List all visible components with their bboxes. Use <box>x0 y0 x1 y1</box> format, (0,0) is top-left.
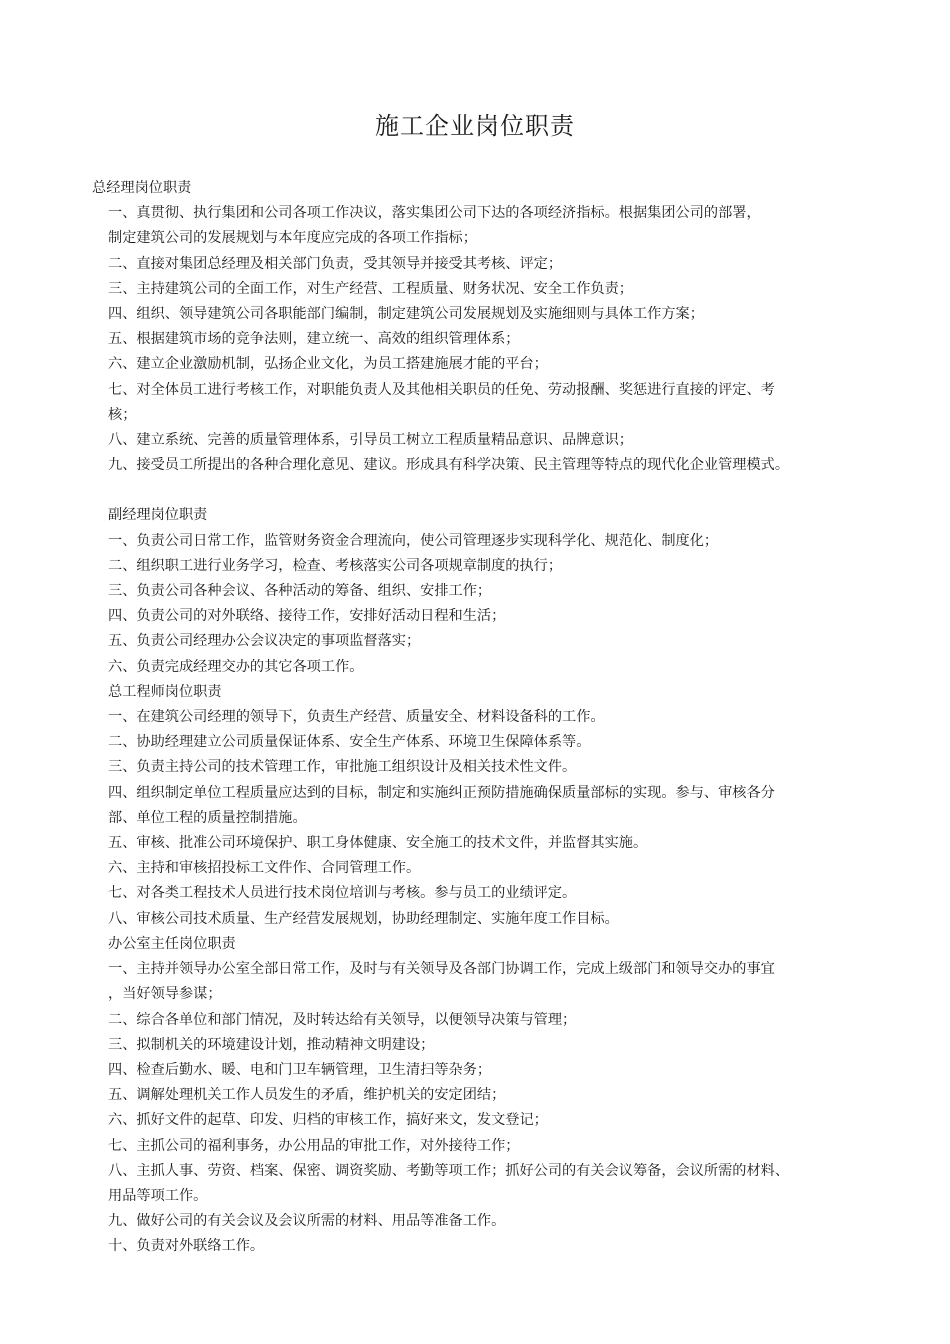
list-item: 制定建筑公司的发展规划与本年度应完成的各项工作指标； <box>108 230 477 247</box>
section-heading: 办公室主任岗位职责 <box>108 935 236 952</box>
list-item: 五、负责公司经理办公会议决定的事项监督落实； <box>108 633 421 650</box>
document-body <box>92 176 882 1260</box>
list-item: 八、建立系统、完善的质量管理体系，引导员工树立工程质量精品意识、品牌意识； <box>108 432 633 449</box>
list-item: 核； <box>108 406 137 423</box>
list-item: 四、组织、领导建筑公司各职能部门编制，制定建筑公司发展规划及实施细则与具体工作方案； <box>108 306 704 323</box>
section-heading: 副经理岗位职责 <box>108 507 208 524</box>
list-item: 二、组织职工进行业务学习，检查、考核落实公司各项规章制度的执行； <box>108 557 563 574</box>
list-item: 十、负责对外联络工作。 <box>108 1238 265 1255</box>
list-item: 一、在建筑公司经理的领导下，负责生产经营、质量安全、材料设备科的工作。 <box>108 709 605 726</box>
section-heading: 总经理岗位职责 <box>92 180 192 196</box>
list-item: 八、审核公司技术质量、生产经营发展规划，协助经理制定、实施年度工作目标。 <box>108 910 619 927</box>
list-item: 七、对全体员工进行考核工作，对职能负责人及其他相关职员的任免、劳动报酬、奖惩进行直接的评定、考 <box>108 381 775 398</box>
list-item: 一、负责公司日常工作，监管财务资金合理流向，使公司管理逐步实现科学化、规范化、制度化； <box>108 532 719 549</box>
list-item: 三、主持建筑公司的全面工作，对生产经营、工程质量、财务状况、安全工作负责； <box>108 280 633 297</box>
list-item: 六、建立企业激励机制，弘扬企业文化，为员工搭建施展才能的平台； <box>108 356 548 373</box>
list-item: 二、协助经理建立公司质量保证体系、安全生产体系、环境卫生保障体系等。 <box>108 734 591 751</box>
list-item: 五、审核、批准公司环境保护、职工身体健康、安全施工的技术文件，并监督其实施。 <box>108 835 648 852</box>
list-item: 七、主抓公司的福利事务，办公用品的审批工作，对外接待工作； <box>108 1137 520 1154</box>
list-item: 三、负责主持公司的技术管理工作，审批施工组织设计及相关技术性文件。 <box>108 759 577 776</box>
list-item: 五、调解处理机关工作人员发生的矛盾，维护机关的安定团结； <box>108 1087 506 1104</box>
list-item: 六、负责完成经理交办的其它各项工作。 <box>108 658 364 675</box>
list-item: 一、真贯彻、执行集团和公司各项工作决议，落实集团公司下达的各项经济指标。根据集团公司的部署， <box>108 205 761 222</box>
list-item: 九、做好公司的有关会议及会议所需的材料、用品等准备工作。 <box>108 1213 506 1230</box>
list-item: 六、抓好文件的起草、印发、归档的审核工作，搞好来文，发文登记； <box>108 1112 548 1129</box>
list-item: 六、主持和审核招投标工文件作、合同管理工作。 <box>108 860 421 877</box>
document-title: 施工企业岗位职责 <box>375 112 575 140</box>
list-item: ，当好领导参谋； <box>108 986 222 1003</box>
list-item: 四、组织制定单位工程质量应达到的目标，制定和实施纠正预防措施确保质量部标的实现。参与、审核各分 <box>108 784 775 801</box>
list-item: 三、拟制机关的环境建设计划，推动精神文明建设； <box>108 1036 435 1053</box>
list-item: 用品等项工作。 <box>108 1187 208 1204</box>
list-item: 八、主抓人事、劳资、档案、保密、调资奖励、考勤等项工作；抓好公司的有关会议筹备，会议所需的材料、 <box>108 1162 790 1179</box>
list-item: 四、负责公司的对外联络、接待工作，安排好活动日程和生活； <box>108 608 506 625</box>
list-item: 一、主持并领导办公室全部日常工作，及时与有关领导及各部门协调工作，完成上级部门和领导交办的事宜 <box>108 961 775 978</box>
list-item: 三、负责公司各种会议、各种活动的筹备、组织、安排工作； <box>108 583 492 600</box>
list-item: 五、根据建筑市场的竞争法则，建立统一、高效的组织管理体系； <box>108 331 520 348</box>
list-item: 七、对各类工程技术人员进行技术岗位培训与考核。参与员工的业绩评定。 <box>108 885 577 902</box>
list-item: 部、单位工程的质量控制措施。 <box>108 809 307 826</box>
list-item: 四、检查后勤水、暖、电和门卫车辆管理，卫生清扫等杂务； <box>108 1061 492 1078</box>
list-item: 二、综合各单位和部门情况，及时转达给有关领导，以便领导决策与管理； <box>108 1011 577 1028</box>
list-item: 九、接受员工所提出的各种合理化意见、建议。形成具有科学决策、民主管理等特点的现代化企业管理模式。 <box>108 457 790 474</box>
section-spacer <box>92 478 882 503</box>
section-heading: 总工程师岗位职责 <box>108 683 222 700</box>
list-item: 二、直接对集团总经理及相关部门负责，受其领导并接受其考核、评定； <box>108 255 563 272</box>
